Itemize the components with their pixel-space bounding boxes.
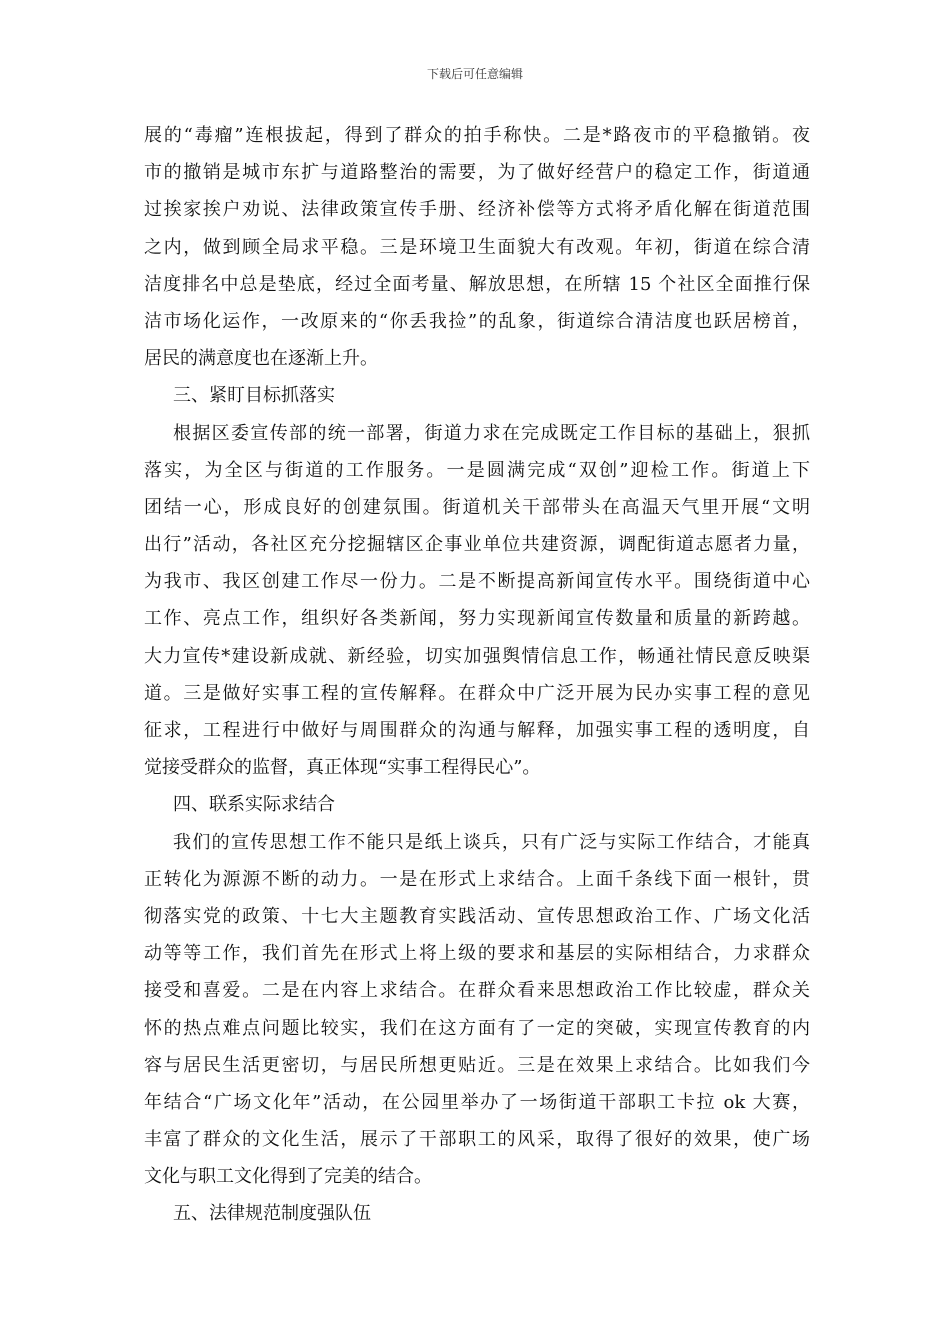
text-line: 道。三是做好实事工程的宣传解释。在群众中广泛开展为民办实事工程的意见	[144, 682, 810, 704]
text-line: 洁度排名中总是垫底，经过全面考量、解放思想，在所辖 15 个社区全面推行保	[144, 273, 810, 295]
text-line: 为我市、我区创建工作尽一份力。二是不断提高新闻宣传水平。围绕街道中心	[144, 571, 810, 593]
text-line: 接受和喜爱。二是在内容上求结合。在群众看来思想政治工作比较虚，群众关	[144, 980, 810, 1002]
text-line: 容与居民生活更密切，与居民所想更贴近。三是在效果上求结合。比如我们今	[144, 1054, 810, 1076]
document-body	[144, 117, 810, 1233]
text-line: 工作、亮点工作，组织好各类新闻，努力实现新闻宣传数量和质量的新跨越。	[144, 608, 810, 630]
section-heading: 五、法律规范制度强队伍	[173, 1203, 371, 1225]
paragraph	[144, 117, 810, 377]
section-heading: 四、联系实际求结合	[173, 794, 335, 816]
text-line: 动等等工作，我们首先在形式上将上级的要求和基层的实际相结合，力求群众	[144, 943, 810, 965]
text-line: 觉接受群众的监督，真正体现“实事工程得民心”。	[144, 757, 541, 779]
text-line: 过挨家挨户劝说、法律政策宣传手册、经济补偿等方式将矛盾化解在街道范围	[144, 199, 810, 221]
paragraph	[144, 415, 810, 787]
page-header: 下载后可任意编辑	[426, 67, 523, 81]
text-line: 年结合“广场文化年”活动，在公园里举办了一场街道干部职工卡拉 ok 大赛，	[144, 1091, 810, 1113]
text-line: 根据区委宣传部的统一部署，街道力求在完成既定工作目标的基础上，狠抓	[173, 422, 810, 444]
text-line: 文化与职工文化得到了完美的结合。	[144, 1166, 432, 1188]
text-line: 丰富了群众的文化生活，展示了干部职工的风采，取得了很好的效果，使广场	[144, 1129, 810, 1151]
text-line: 正转化为源源不断的动力。一是在形式上求结合。上面千条线下面一根针，贯	[144, 868, 810, 890]
text-line: 出行”活动，各社区充分挖掘辖区企事业单位共建资源，调配街道志愿者力量，	[144, 534, 810, 556]
section-heading: 三、紧盯目标抓落实	[173, 385, 335, 407]
text-line: 征求，工程进行中做好与周围群众的沟通与解释，加强实事工程的透明度，自	[144, 720, 810, 741]
text-line: 洁市场化运作，一改原来的“你丢我捡”的乱象，街道综合清洁度也跃居榜首，	[144, 310, 810, 332]
paragraph	[144, 824, 810, 1196]
text-line: 市的撤销是城市东扩与道路整治的需要，为了做好经营户的稳定工作，街道通	[144, 162, 810, 184]
text-line: 怀的热点难点问题比较实，我们在这方面有了一定的突破，实现宣传教育的内	[144, 1017, 810, 1039]
text-line: 彻落实党的政策、十七大主题教育实践活动、宣传思想政治工作、广场文化活	[144, 905, 810, 927]
text-line: 展的“毒瘤”连根拔起，得到了群众的拍手称快。二是*路夜市的平稳撤销。夜	[144, 125, 810, 146]
text-line: 团结一心，形成良好的创建氛围。街道机关干部带头在高温天气里开展“文明	[144, 496, 810, 518]
text-line: 我们的宣传思想工作不能只是纸上谈兵，只有广泛与实际工作结合，才能真	[173, 831, 810, 853]
text-line: 之内，做到顾全局求平稳。三是环境卫生面貌大有改观。年初，街道在综合清	[144, 236, 810, 258]
text-line: 落实，为全区与街道的工作服务。一是圆满完成“双创”迎检工作。街道上下	[144, 459, 810, 481]
text-line: 大力宣传*建设新成就、新经验，切实加强舆情信息工作，畅通社情民意反映渠	[144, 645, 810, 667]
text-line: 居民的满意度也在逐渐上升。	[144, 348, 378, 370]
